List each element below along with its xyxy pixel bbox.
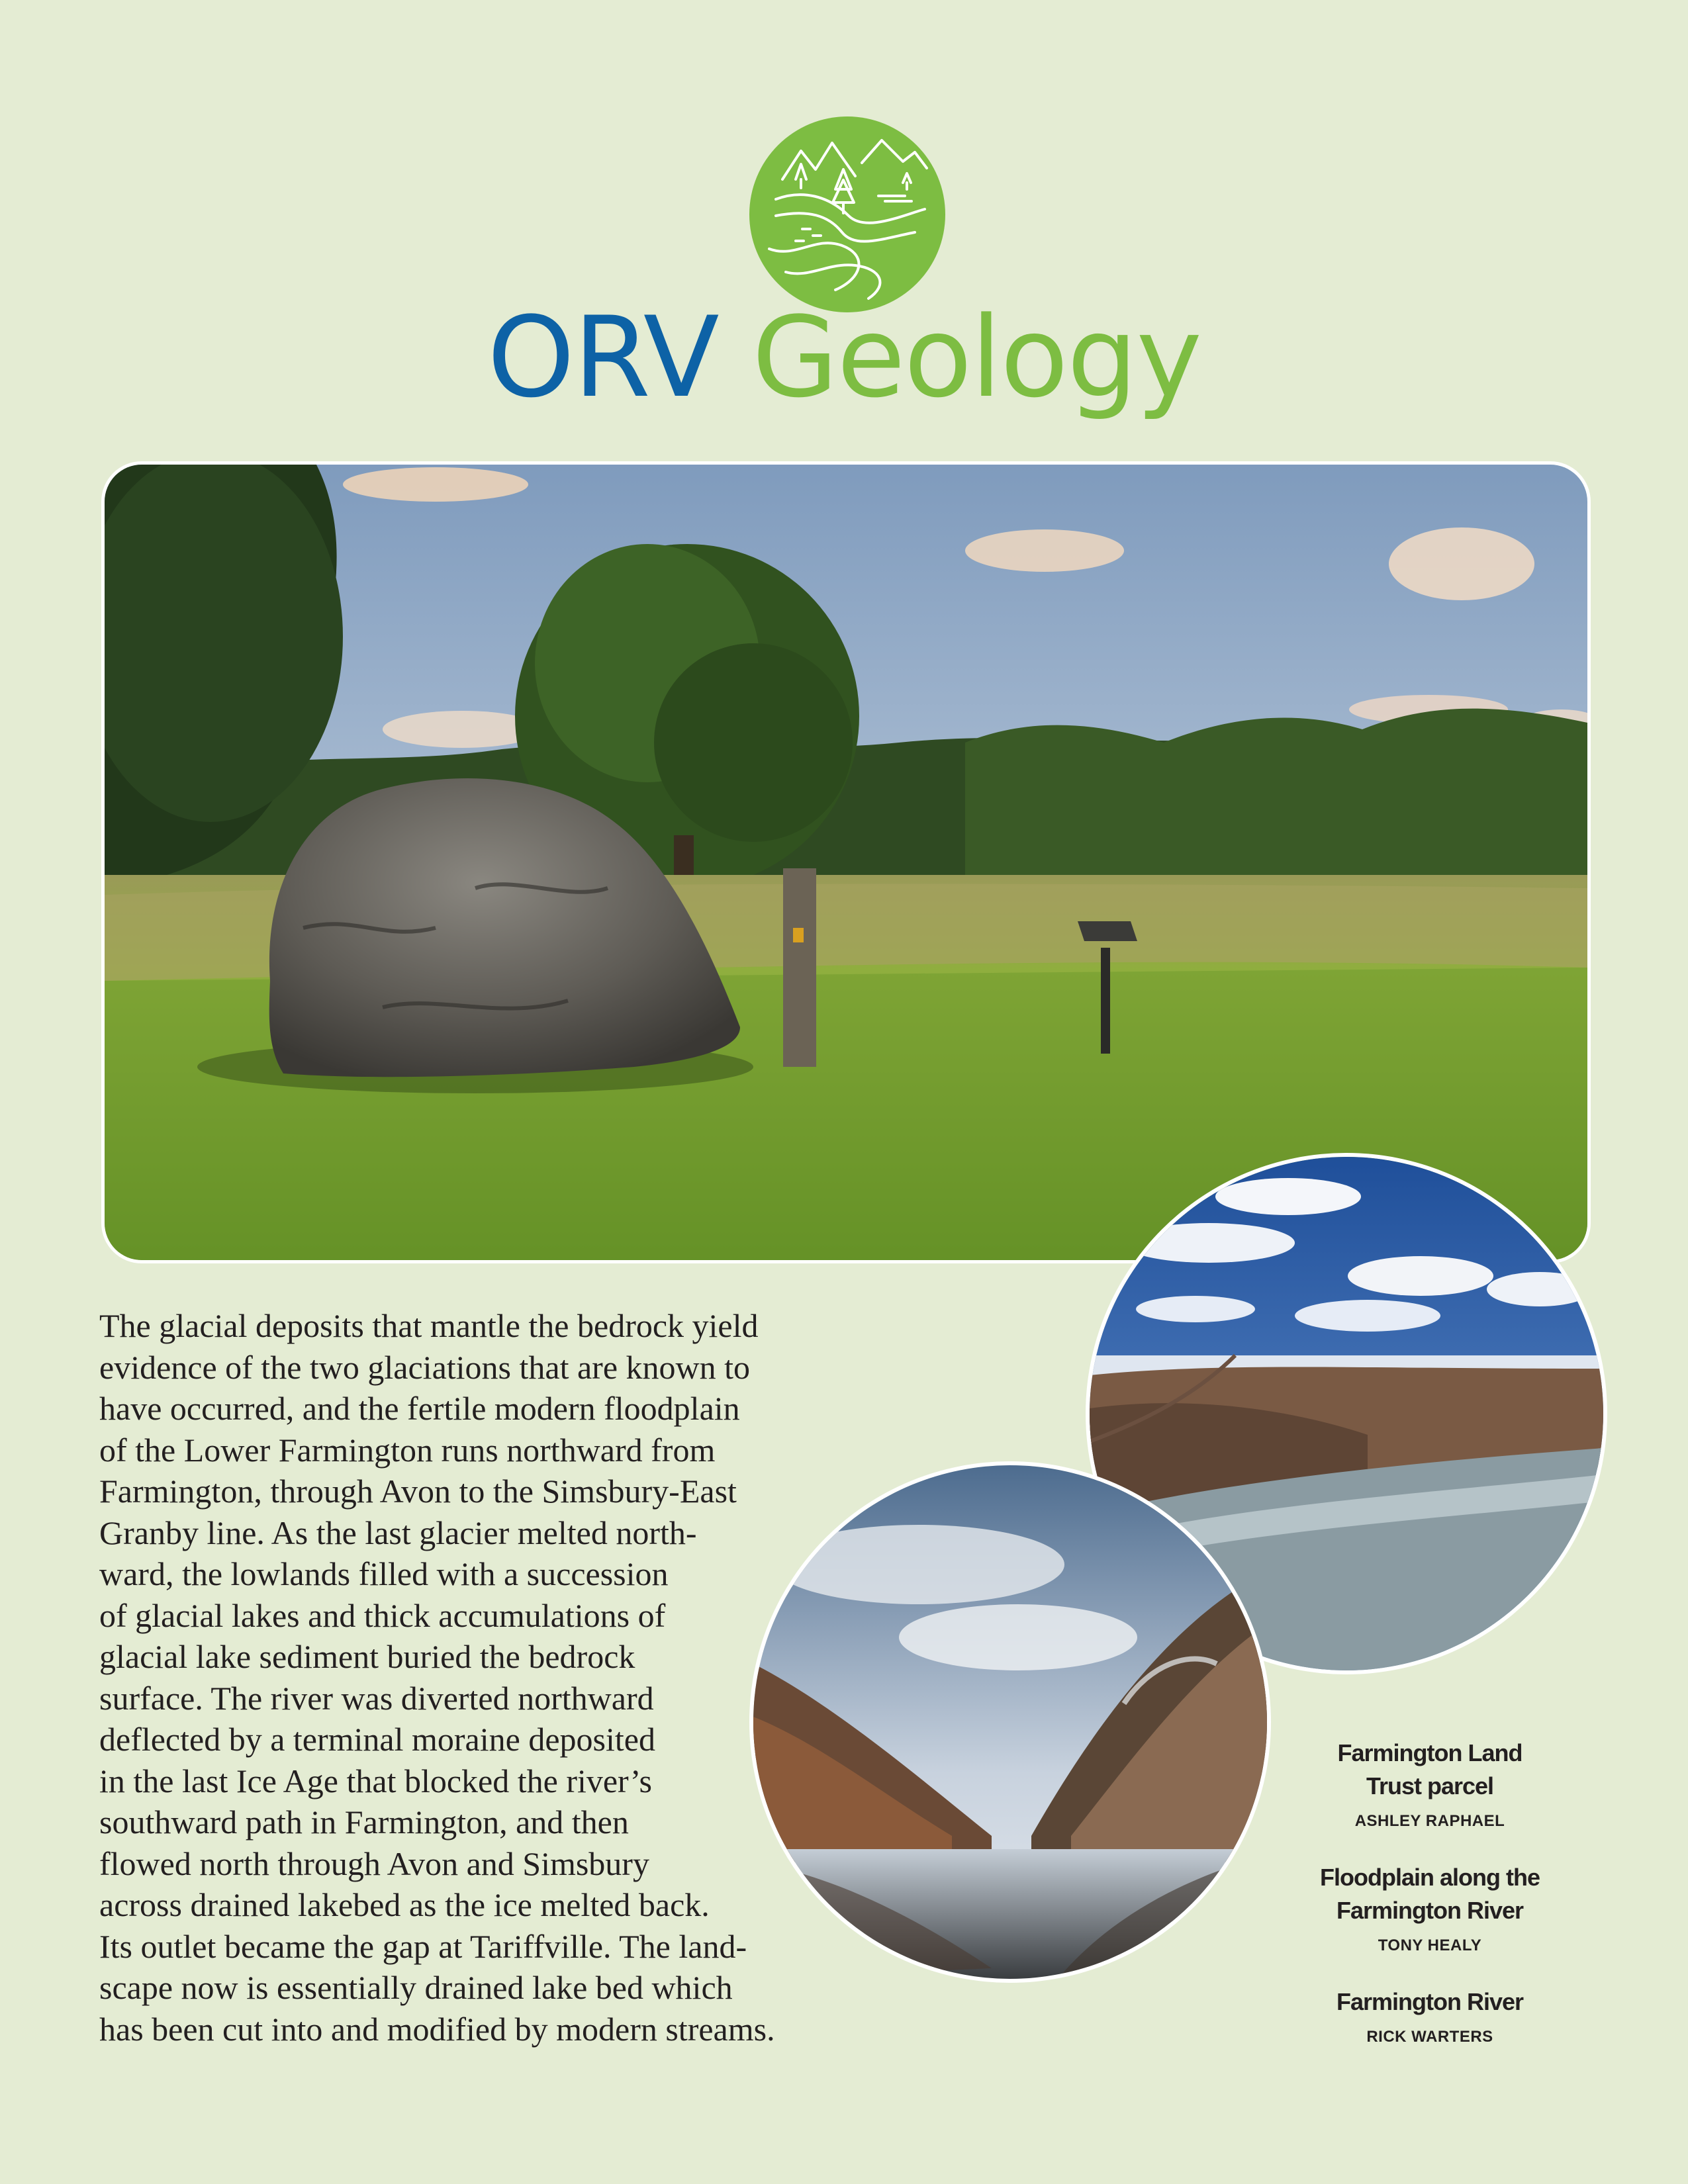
body-line: deflected by a terminal moraine deposited: [99, 1721, 655, 1758]
body-line: surface. The river was diverted northward: [99, 1679, 654, 1717]
caption-title-line: Farmington River: [1336, 1897, 1524, 1924]
river-landscape-icon: [749, 116, 945, 312]
caption-title-line: Farmington Land: [1337, 1739, 1523, 1766]
caption-title-line: Floodplain along the: [1320, 1864, 1540, 1891]
body-line: Granby line. As the last glacier melted north-: [99, 1514, 697, 1551]
body-line: has been cut into and modified by modern streams.: [99, 2010, 775, 2048]
photo-captions: [1258, 1737, 1602, 2077]
body-line: evidence of the two glaciations that are known to: [99, 1348, 751, 1386]
caption-floodplain: [1258, 1861, 1602, 1958]
logo: [749, 116, 945, 312]
body-line: in the last Ice Age that blocked the river’s: [99, 1762, 652, 1799]
body-line: Farmington, through Avon to the Simsbury-East: [99, 1473, 737, 1510]
caption-river: [1258, 1985, 1602, 2049]
title-orv: ORV: [487, 293, 718, 422]
photo-credit: RICK WARTERS: [1366, 2028, 1493, 2046]
caption-hero: [1258, 1737, 1602, 1833]
body-line: have occurred, and the fertile modern floodplain: [99, 1390, 740, 1427]
body-line: of the Lower Farmington runs northward from: [99, 1431, 716, 1469]
photo-credit: TONY HEALY: [1378, 1936, 1482, 1954]
body-line: The glacial deposits that mantle the bedrock yield: [99, 1307, 759, 1344]
caption-title-line: Farmington River: [1336, 1988, 1524, 2015]
caption-title-line: Trust parcel: [1366, 1772, 1494, 1799]
hero-photo: [105, 465, 1587, 1260]
body-line: ward, the lowlands filled with a succession: [99, 1555, 669, 1592]
body-line: across drained lakebed as the ice melted back.: [99, 1886, 710, 1923]
body-line: of glacial lakes and thick accumulations of: [99, 1596, 666, 1634]
title-geology: Geology: [752, 293, 1201, 422]
body-paragraph: [99, 1305, 854, 2050]
boulder-meadow-image: [105, 465, 1587, 1260]
photo-credit: ASHLEY RAPHAEL: [1354, 1812, 1505, 1830]
body-line: Its outlet became the gap at Tariffville. The land-: [99, 1927, 747, 1965]
page-title: [0, 291, 1688, 424]
body-line: scape now is essentially drained lake bed which: [99, 1969, 733, 2006]
body-line: glacial lake sediment buried the bedrock: [99, 1638, 635, 1675]
body-line: southward path in Farmington, and then: [99, 1803, 629, 1841]
body-line: flowed north through Avon and Simsbury: [99, 1844, 649, 1882]
